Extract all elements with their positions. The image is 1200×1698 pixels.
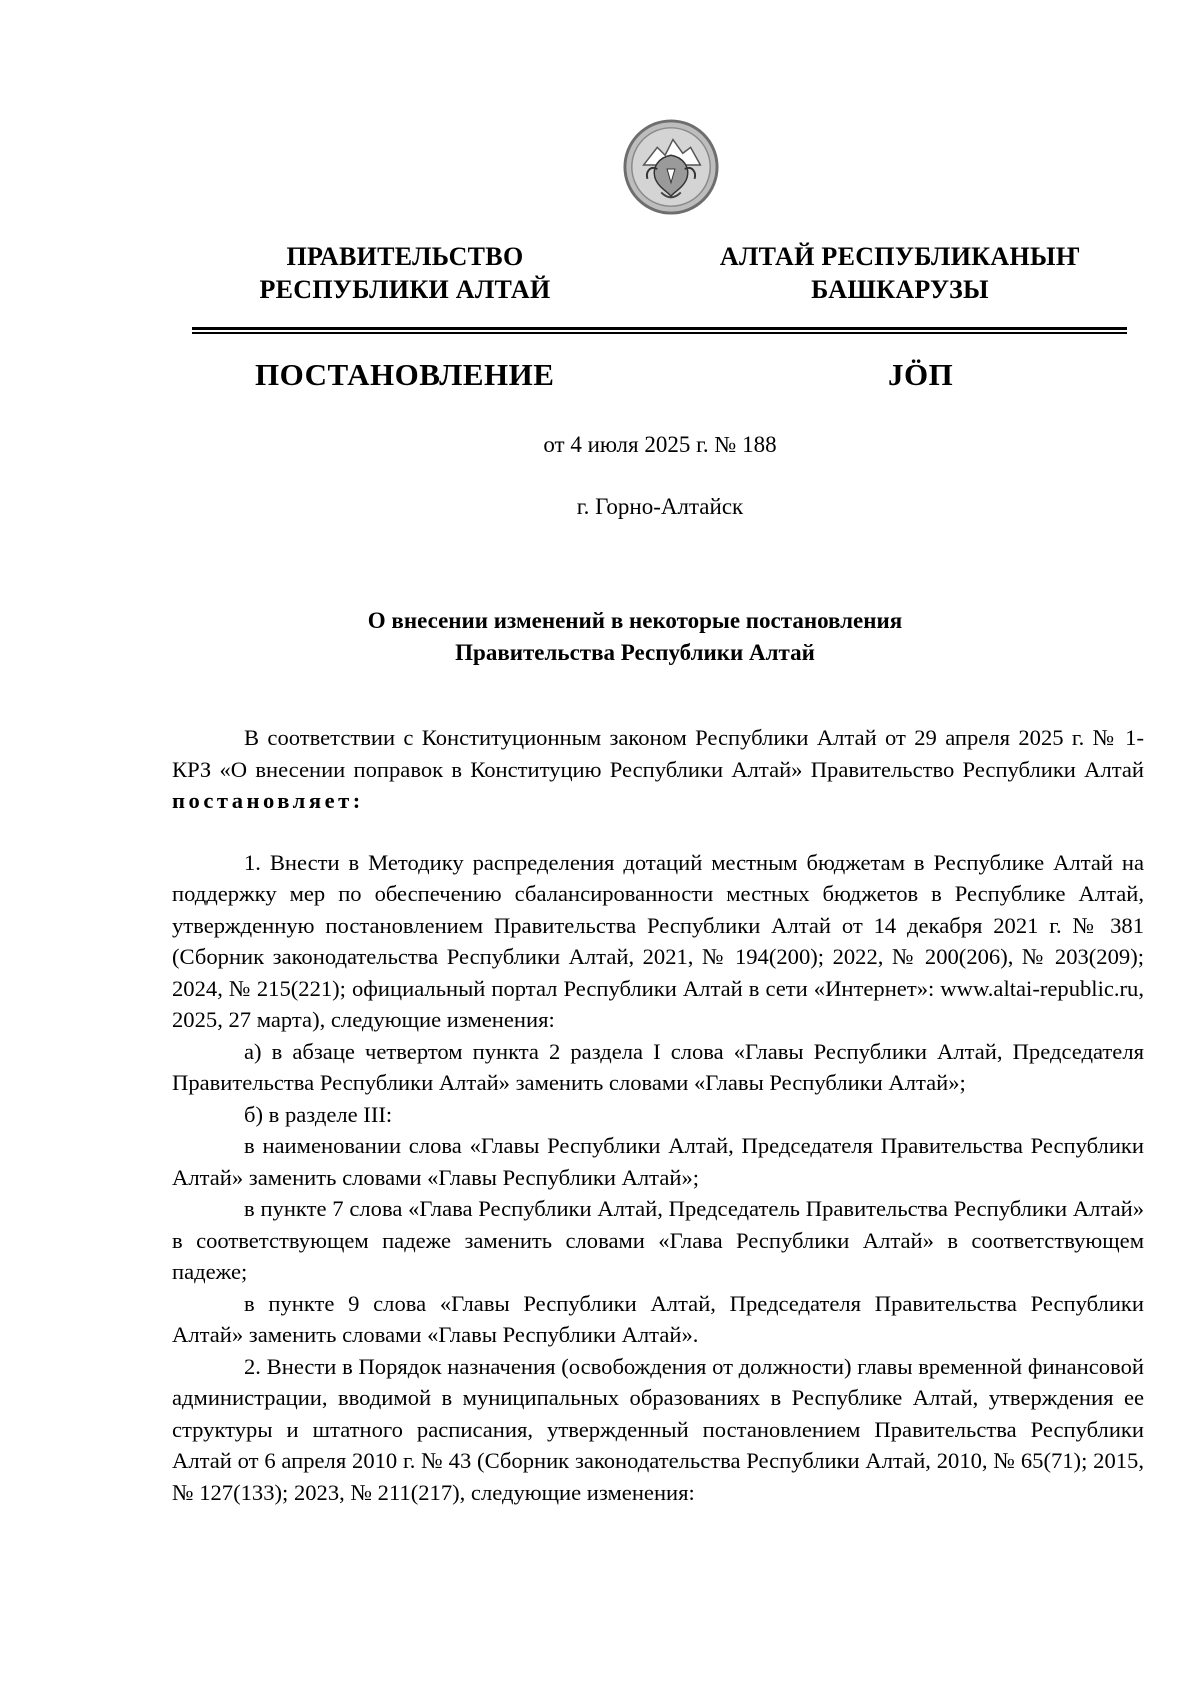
document-title-line2: Правительства Республики Алтай bbox=[455, 640, 815, 665]
paragraph-1b-item-1: в наименовании слова «Главы Республики Алтай, Председателя Правительства Республики Алтай» заменить словами «Главы Республики Алтай»; bbox=[172, 1133, 1144, 1190]
org-name-russian bbox=[195, 240, 615, 306]
intro-text: В соответствии с Конституционным законом Республики Алтай от 29 апреля 2025 г. № 1-КРЗ «О внесении поправок в Конституцию Республики Алтай» Правительство Республики Алтай bbox=[172, 725, 1144, 782]
coat-of-arms-icon bbox=[622, 118, 720, 216]
doc-type-russian: ПОСТАНОВЛЕНИЕ bbox=[255, 357, 555, 392]
org-name-russian-line2: РЕСПУБЛИКИ АЛТАЙ bbox=[259, 275, 551, 304]
paragraph-1b: б) в разделе III: bbox=[244, 1101, 393, 1127]
intro-emphasis: постановляет: bbox=[172, 788, 364, 813]
org-name-altai-line1: АЛТАЙ РЕСПУБЛИКАНЫҤ bbox=[719, 242, 1081, 271]
org-name-altai-line2: БАШКАРУЗЫ bbox=[811, 275, 989, 304]
city: г. Горно-Алтайск bbox=[576, 494, 744, 519]
intro-paragraph bbox=[172, 722, 1144, 817]
date-number: от 4 июля 2025 г. № 188 bbox=[543, 432, 777, 457]
doc-type-altai: JÖП bbox=[888, 357, 954, 392]
coat-of-arms-emblem bbox=[622, 118, 720, 216]
paragraph-2: 2. Внести в Порядок назначения (освобождения от должности) главы временной финансовой администрации, вводимой в муниципальных образованиях в Республике Алтай, утверждения ее структуры и штатного расписания, утвержденный постановлением Правительства Республики Алтай от 6 апреля 2010 г. № 43 (Сборник законодательства Республики Алтай, 2010, № 65(71); 2015, № 127(133); 2023, № 211(217), следующие изменения: bbox=[172, 1353, 1144, 1505]
paragraph-1: 1. Внести в Методику распределения дотаций местным бюджетам в Республике Алтай на поддержку мер по обеспечению сбалансированности местных бюджетов в Республике Алтай, утвержденную постановлением Правительства Республики Алтай от 14 декабря 2021 г. № 381 (Сборник законодательства Республики Алтай, 2021, № 194(200); 2022, № 200(206), № 203(209); 2024, № 215(221); официальный портал Республики Алтай в сети «Интернет»: www.altai-republic.ru, 2025, 27 марта), следующие изменения: bbox=[172, 849, 1144, 1032]
org-name-russian-line1: ПРАВИТЕЛЬСТВО bbox=[286, 242, 524, 271]
paragraph-1a: а) в абзаце четвертом пункта 2 раздела I слова «Главы Республики Алтай, Председателя Правительства Республики Алтай» заменить словами «Главы Республики Алтай»; bbox=[172, 1038, 1144, 1095]
document-body bbox=[172, 722, 1144, 1508]
paragraph-1b-item-2: в пункте 7 слова «Глава Республики Алтай, Председатель Правительства Республики Алтай» в соответствующем падеже заменить словами «Глава Республики Алтай» в соответствующем падеже; bbox=[172, 1196, 1144, 1284]
org-name-altai bbox=[695, 240, 1105, 306]
document-title-line1: О внесении изменений в некоторые постановления bbox=[367, 608, 903, 633]
header-divider bbox=[192, 327, 1127, 334]
paragraph-1b-item-3: в пункте 9 слова «Главы Республики Алтай, Председателя Правительства Республики Алтай» заменить словами «Главы Республики Алтай». bbox=[172, 1290, 1144, 1347]
document-title bbox=[170, 605, 1100, 669]
